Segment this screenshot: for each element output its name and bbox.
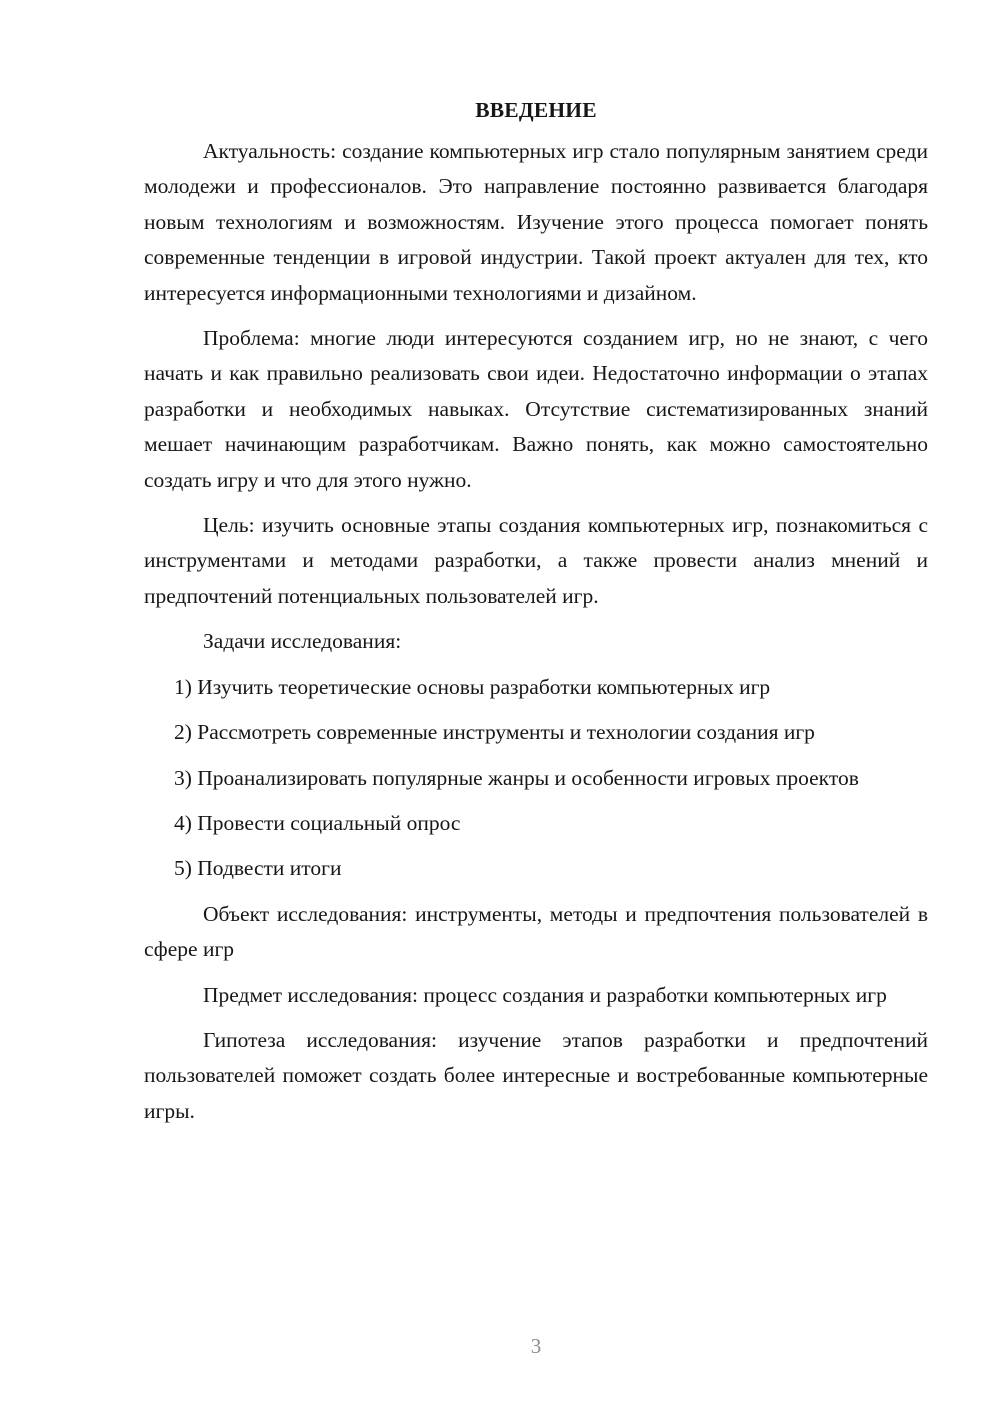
task-item-2: 2) Рассмотреть современные инструменты и технологии создания игр bbox=[174, 720, 815, 745]
page-number: 3 bbox=[530, 1334, 542, 1358]
goal-paragraph: Цель: изучить основные этапы создания компьютерных игр, познакомиться с инструментами и методами разработки, а также провести анализ мнений и предпочтений потенциальных пользователей игр. bbox=[144, 513, 928, 608]
task-item-5: 5) Подвести итоги bbox=[174, 856, 342, 881]
hypothesis-paragraph: Гипотеза исследования: изучение этапов разработки и предпочтений пользователей поможет создать более интересные и востребованные компьютерные игры. bbox=[144, 1027, 928, 1123]
problem-paragraph: Проблема: многие люди интересуются созданием игр, но не знают, с чего начать и как правильно реализовать свои идеи. Недостаточно информации о этапах разработки и необходимых навыках. Отсутствие систематизированных знаний мешает начинающим разработчикам. Важно понять, как можно самостоятельно создать игру и что для этого нужно. bbox=[144, 326, 928, 492]
tasks-title: Задачи исследования: bbox=[203, 629, 402, 654]
task-item-4: 4) Провести социальный опрос bbox=[174, 810, 461, 835]
task-item-3: 3) Проанализировать популярные жанры и особенности игровых проектов bbox=[174, 765, 859, 790]
page-content bbox=[144, 93, 928, 1139]
subject-paragraph: Предмет исследования: процесс создания и разработки компьютерных игр bbox=[203, 982, 887, 1007]
page-title: ВВЕДЕНИЕ bbox=[475, 98, 597, 122]
relevance-paragraph: Актуальность: создание компьютерных игр стало популярным занятием среди молодежи и профессионалов. Это направление постоянно развивается благодаря новым технологиям и возможностям. Изучение этого процесса помогает понять современные тенденции в игровой индустрии. Такой проект актуален для тех, кто интересуется информационными технологиями и дизайном. bbox=[144, 139, 928, 305]
task-item-1: 1) Изучить теоретические основы разработки компьютерных игр bbox=[174, 674, 771, 699]
object-paragraph: Объект исследования: инструменты, методы и предпочтения пользователей в сфере игр bbox=[144, 901, 928, 962]
